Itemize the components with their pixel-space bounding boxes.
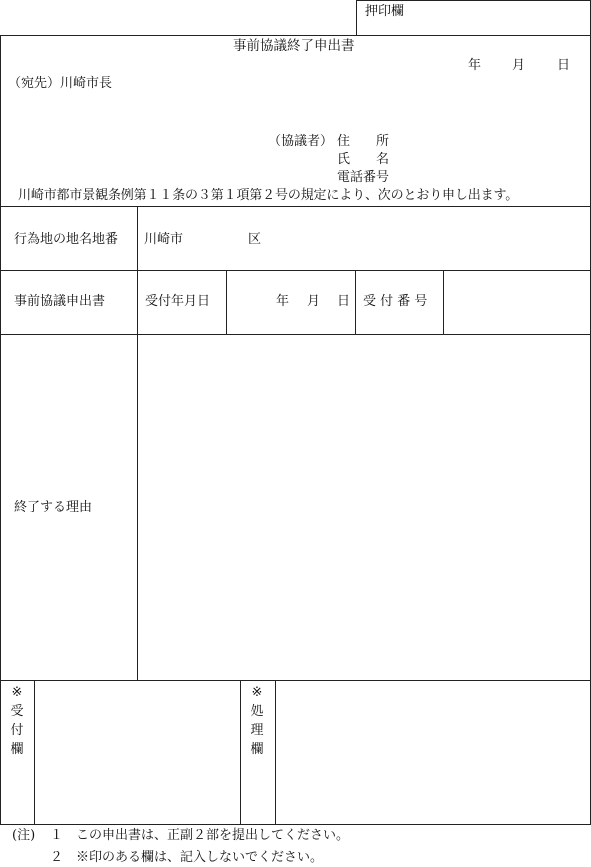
receipt-label-char-2: 付 bbox=[10, 723, 24, 738]
receipt-date-month: 月 bbox=[307, 294, 321, 309]
notes-prefix: (注) bbox=[12, 828, 36, 843]
receipt-label-char-3: 欄 bbox=[10, 742, 24, 757]
processing-label-char-3: 欄 bbox=[250, 742, 264, 757]
processing-label-char-1: 処 bbox=[250, 704, 264, 719]
statement: 川崎市都市景観条例第１１条の３第１項第２号の規定により、次のとおり申し出ます。 bbox=[18, 188, 519, 203]
address-label: 住 所 bbox=[337, 134, 390, 149]
receipt-date-year: 年 bbox=[276, 294, 290, 309]
form-border-top bbox=[0, 35, 591, 36]
location-ward: 区 bbox=[248, 232, 262, 247]
note-1-number: １ bbox=[50, 828, 64, 843]
form-border-bottom bbox=[0, 824, 591, 825]
receipt-date-label: 受付年月日 bbox=[145, 294, 211, 309]
note-2-text: ※印のある欄は、記入しないでください。 bbox=[76, 850, 324, 865]
stamp-box-label: 押印欄 bbox=[365, 4, 405, 19]
name-label: 氏 名 bbox=[337, 152, 390, 167]
location-city: 川崎市 bbox=[144, 232, 184, 247]
date-year-label: 年 bbox=[468, 58, 482, 73]
processing-mark: ※ bbox=[251, 685, 263, 700]
receipt-number-label: 受 付 番 号 bbox=[363, 294, 428, 309]
reason-field[interactable] bbox=[139, 336, 589, 680]
date-day-label: 日 bbox=[557, 58, 571, 73]
form-border-left bbox=[0, 35, 1, 825]
receipt-date-day: 日 bbox=[337, 294, 351, 309]
processing-label-char-2: 理 bbox=[250, 723, 264, 738]
form-title: 事前協議終了申出書 bbox=[233, 38, 355, 54]
date-month-label: 月 bbox=[512, 58, 526, 73]
receipt-mark: ※ bbox=[11, 685, 23, 700]
note-1-text: この申出書は、正副２部を提出してください。 bbox=[76, 828, 350, 843]
applicant-label: （協議者） bbox=[268, 134, 334, 149]
note-2-number: ２ bbox=[50, 850, 64, 865]
phone-label: 電話番号 bbox=[337, 170, 390, 185]
location-label: 行為地の地名地番 bbox=[14, 232, 119, 247]
reason-label: 終了する理由 bbox=[14, 500, 93, 515]
application-label: 事前協議申出書 bbox=[14, 294, 106, 309]
recipient: （宛先）川崎市長 bbox=[8, 76, 113, 91]
receipt-label-char-1: 受 bbox=[10, 704, 24, 719]
